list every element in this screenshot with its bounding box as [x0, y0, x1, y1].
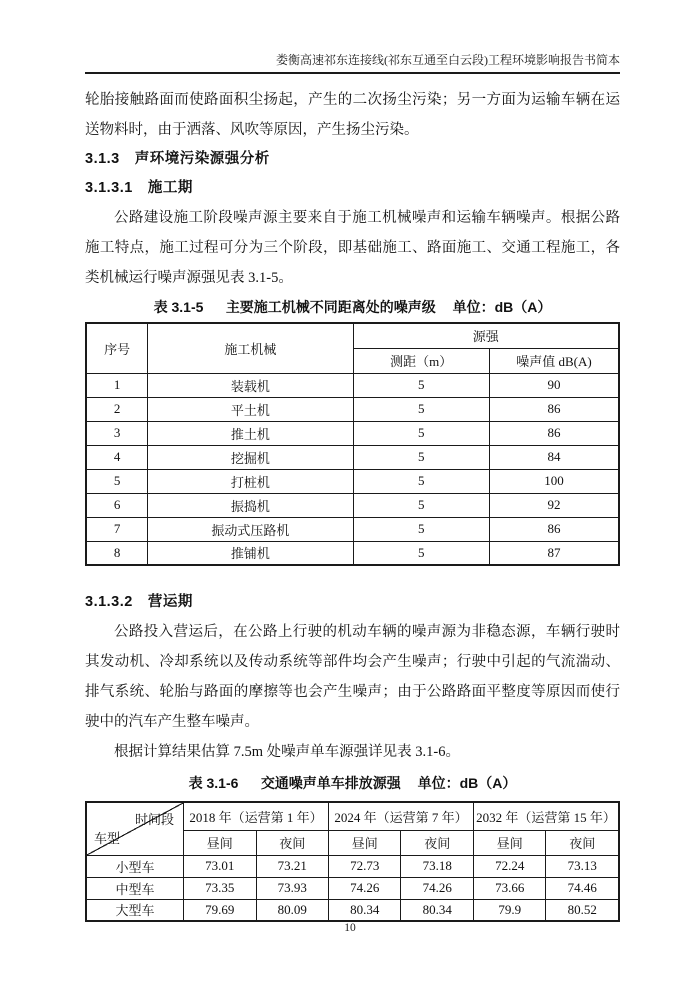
subheader-night: 夜间	[546, 830, 619, 855]
year-group-2018: 2018 年（运营第 1 年）	[184, 802, 329, 830]
cell-distance: 5	[353, 397, 489, 421]
table-row	[86, 541, 619, 565]
cell-noise-value: 74.26	[329, 877, 401, 899]
cell-machine: 振捣机	[148, 493, 353, 517]
heading-operation-period: 3.1.3.2 营运期	[85, 594, 193, 610]
cell-noise-value: 73.93	[256, 877, 328, 899]
table-row	[86, 469, 619, 493]
table2-title-text: 交通噪声单车排放源强	[260, 775, 401, 791]
table1-label: 表 3.1-5	[153, 299, 204, 315]
cell-index: 4	[86, 445, 148, 469]
cell-machine: 推铺机	[148, 541, 353, 565]
table1-header-row	[86, 323, 619, 348]
table-row	[86, 397, 619, 421]
page-content	[85, 52, 620, 922]
cell-noise: 100	[489, 469, 619, 493]
cell-noise-value: 80.09	[256, 899, 328, 921]
cell-index: 3	[86, 421, 148, 445]
cell-distance: 5	[353, 373, 489, 397]
cell-noise-value: 79.9	[473, 899, 545, 921]
cell-noise-value: 80.34	[329, 899, 401, 921]
table-row	[86, 877, 619, 899]
table-row	[86, 493, 619, 517]
cell-index: 8	[86, 541, 148, 565]
table1-unit: 单位：dB（A）	[452, 299, 552, 315]
cell-distance: 5	[353, 421, 489, 445]
cell-index: 2	[86, 397, 148, 421]
heading-construction-period: 3.1.3.1 施工期	[85, 180, 193, 196]
cell-noise-value: 80.52	[546, 899, 619, 921]
traffic-noise-emission-table	[85, 801, 620, 922]
table-row	[86, 899, 619, 921]
corner-label-vehicle: 车型	[94, 830, 121, 846]
cell-vehicle-type: 中型车	[86, 877, 184, 899]
cell-index: 7	[86, 517, 148, 541]
table-row	[86, 373, 619, 397]
cell-noise: 86	[489, 421, 619, 445]
cell-noise-value: 74.46	[546, 877, 619, 899]
cell-noise: 87	[489, 541, 619, 565]
cell-vehicle-type: 大型车	[86, 899, 184, 921]
cell-distance: 5	[353, 445, 489, 469]
paragraph-construction-noise: 公路建设施工阶段噪声源主要来自于施工机械噪声和运输车辆噪声。根据公路施工特点，施工过程可分为三个阶段，即基础施工、路面施工、交通工程施工，各类机械运行噪声源强见表 3.1-5。	[85, 210, 620, 286]
table-row	[86, 445, 619, 469]
diagonal-corner-cell	[86, 802, 184, 855]
cell-noise: 86	[489, 397, 619, 421]
year-group-2032: 2032 年（运营第 15 年）	[473, 802, 619, 830]
cell-machine: 振动式压路机	[148, 517, 353, 541]
page-header	[85, 52, 620, 74]
cell-distance: 5	[353, 493, 489, 517]
subheader-day: 昼间	[473, 830, 545, 855]
table2-title	[85, 770, 620, 796]
col-header-source-group: 源强	[353, 323, 619, 348]
cell-noise-value: 73.66	[473, 877, 545, 899]
table-row	[86, 517, 619, 541]
cell-distance: 5	[353, 517, 489, 541]
col-header-index: 序号	[86, 323, 148, 373]
subheader-night: 夜间	[256, 830, 328, 855]
cell-noise-value: 72.24	[473, 855, 545, 877]
cell-noise: 90	[489, 373, 619, 397]
cell-distance: 5	[353, 541, 489, 565]
col-header-machine: 施工机械	[148, 323, 353, 373]
subheader-day: 昼间	[184, 830, 256, 855]
col-header-distance: 测距（m）	[353, 348, 489, 373]
cell-index: 5	[86, 469, 148, 493]
table-row	[86, 855, 619, 877]
table-row	[86, 421, 619, 445]
cell-machine: 平土机	[148, 397, 353, 421]
table2-unit: 单位：dB（A）	[417, 775, 517, 791]
cell-machine: 打桩机	[148, 469, 353, 493]
cell-vehicle-type: 小型车	[86, 855, 184, 877]
year-group-2024: 2024 年（运营第 7 年）	[329, 802, 474, 830]
paragraph-source-estimate: 根据计算结果估算 7.5m 处噪声单车源强详见表 3.1-6。	[114, 744, 460, 760]
subheader-day: 昼间	[329, 830, 401, 855]
cell-noise-value: 74.26	[401, 877, 473, 899]
cell-noise-value: 73.13	[546, 855, 619, 877]
cell-distance: 5	[353, 469, 489, 493]
corner-label-time: 时间段	[135, 812, 175, 827]
table2-header-row	[86, 802, 619, 830]
paragraph-dust-pollution: 轮胎接触路面而使路面积尘扬起，产生的二次扬尘污染；另一方面为运输车辆在运送物料时，由于洒落、风吹等原因，产生扬尘污染。	[85, 92, 620, 138]
cell-noise-value: 79.69	[184, 899, 256, 921]
heading-noise-analysis: 3.1.3 声环境污染源强分析	[85, 151, 270, 167]
cell-index: 1	[86, 373, 148, 397]
page-number: 10	[344, 922, 356, 934]
table2-label: 表 3.1-6	[188, 775, 239, 791]
page-header-title: 娄衡高速祁东连接线(祁东互通至白云段)工程环境影响报告书简本	[276, 53, 620, 67]
col-header-noise: 噪声值 dB(A)	[489, 348, 619, 373]
cell-noise: 84	[489, 445, 619, 469]
table1-title-text: 主要施工机械不同距离处的噪声级	[225, 299, 436, 315]
subheader-night: 夜间	[401, 830, 473, 855]
table1-title	[85, 294, 620, 320]
cell-noise-value: 73.35	[184, 877, 256, 899]
cell-noise-value: 73.01	[184, 855, 256, 877]
cell-machine: 挖掘机	[148, 445, 353, 469]
cell-noise: 86	[489, 517, 619, 541]
cell-noise-value: 80.34	[401, 899, 473, 921]
cell-noise-value: 73.21	[256, 855, 328, 877]
paragraph-operation-noise: 公路投入营运后，在公路上行驶的机动车辆的噪声源为非稳态源，车辆行驶时其发动机、冷却系统以及传动系统等部件均会产生噪声；行驶中引起的气流湍动、排气系统、轮胎与路面的摩擦等也会产生噪声；由于公路路面平整度等原因而使行驶中的汽车产生整车噪声。	[85, 624, 620, 730]
construction-machinery-noise-table	[85, 322, 620, 566]
cell-machine: 推土机	[148, 421, 353, 445]
cell-machine: 装载机	[148, 373, 353, 397]
cell-noise-value: 73.18	[401, 855, 473, 877]
cell-noise-value: 72.73	[329, 855, 401, 877]
cell-noise: 92	[489, 493, 619, 517]
cell-index: 6	[86, 493, 148, 517]
